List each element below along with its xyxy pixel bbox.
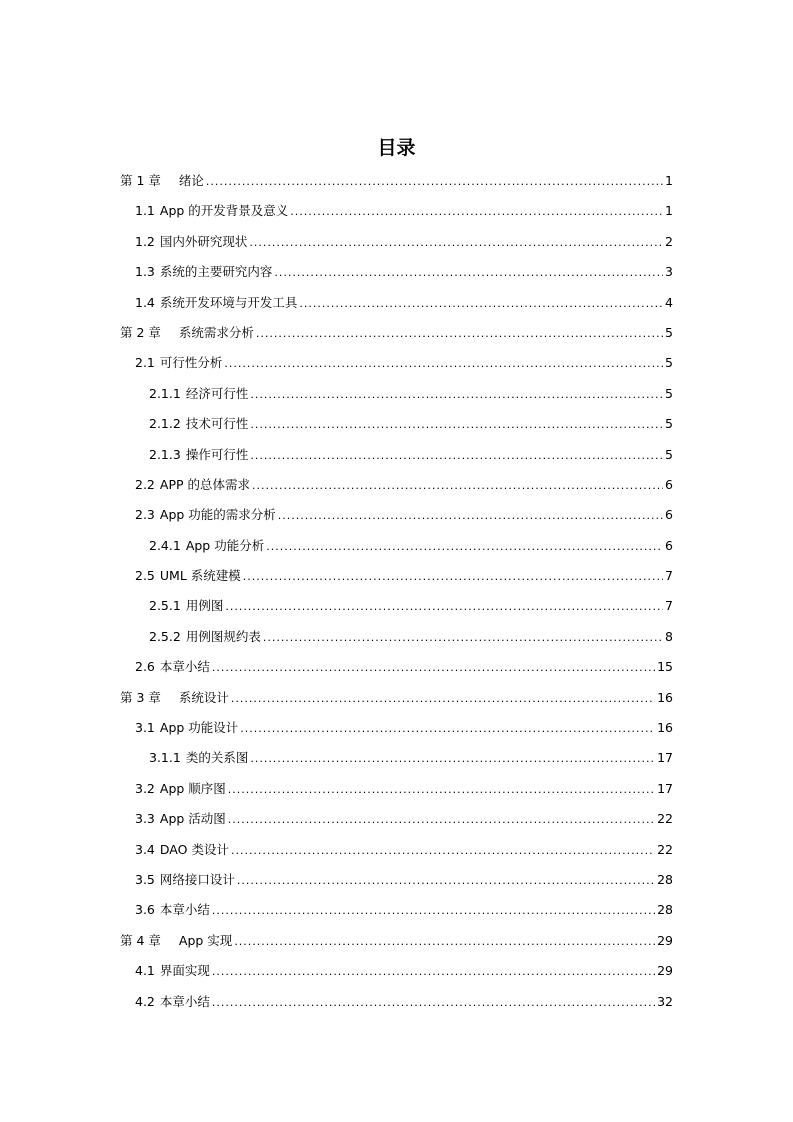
toc-entry-title: 技术可行性	[185, 416, 249, 432]
toc-dot-leader	[250, 384, 663, 406]
toc-dot-leader	[212, 961, 655, 983]
toc-page-number: 28	[657, 902, 673, 918]
toc-page-number: 6	[665, 537, 673, 553]
toc-entry-number: 2.4.1	[149, 537, 181, 553]
toc-section-entry[interactable]	[120, 991, 673, 1021]
toc-title: 目录	[377, 137, 416, 159]
toc-entry-title: UML 系统建模	[159, 568, 241, 584]
toc-entry-title: DAO 类设计	[159, 841, 229, 857]
toc-entry-number: 第 1 章	[120, 173, 161, 188]
toc-subsection-entry[interactable]	[120, 595, 673, 625]
toc-entry-number: 4.1	[135, 963, 155, 979]
toc-entry-number: 3.1	[135, 720, 155, 736]
toc-subsection-entry[interactable]	[120, 626, 673, 656]
toc-entry-number: 2.2	[135, 476, 155, 492]
toc-section-entry[interactable]	[120, 231, 673, 261]
toc-section-entry[interactable]	[120, 960, 673, 990]
toc-dot-leader	[250, 748, 655, 770]
toc-entry-title: 系统开发环境与开发工具	[159, 294, 298, 310]
toc-entry-number: 第 2 章	[120, 324, 161, 340]
toc-section-entry[interactable]	[120, 808, 673, 838]
toc-section-entry[interactable]	[120, 200, 673, 230]
toc-dot-leader	[250, 414, 663, 436]
toc-entry-title: 绪论	[178, 173, 204, 188]
toc-page-number: 1	[665, 173, 673, 188]
toc-entry-number: 1.3	[135, 264, 155, 280]
toc-entry-number: 3.5	[135, 871, 155, 887]
toc-dot-leader	[234, 931, 655, 953]
toc-page-number: 5	[665, 324, 673, 340]
toc-page-number: 7	[665, 568, 673, 584]
toc-dot-leader	[250, 445, 663, 467]
toc-dot-leader	[231, 688, 655, 710]
toc-subsection-entry[interactable]	[120, 383, 673, 413]
toc-entry-title: 本章小结	[159, 993, 210, 1009]
toc-entry-title: App 功能设计	[159, 720, 239, 736]
toc-entry-title: App 顺序图	[159, 780, 226, 796]
toc-page-number: 16	[657, 689, 673, 705]
toc-entry-number: 3.1.1	[149, 750, 181, 766]
toc-entry-title: 经济可行性	[185, 385, 249, 401]
toc-page-number: 29	[657, 963, 673, 979]
toc-entry-number: 1.4	[135, 294, 155, 310]
toc-entry-title: 国内外研究现状	[159, 233, 248, 249]
toc-section-entry[interactable]	[120, 474, 673, 504]
toc-dot-leader	[256, 323, 663, 345]
toc-entry-number: 2.1.2	[149, 416, 181, 432]
toc-entry-title: App 功能分析	[185, 537, 265, 553]
toc-entry-title: App 的开发背景及意义	[159, 203, 289, 219]
toc-page-number: 3	[665, 264, 673, 280]
toc-dot-leader	[231, 840, 655, 862]
toc-section-entry[interactable]	[120, 656, 673, 686]
toc-dot-leader	[212, 900, 655, 922]
toc-entry-title: 本章小结	[159, 902, 210, 918]
toc-entry-title: 操作可行性	[185, 446, 249, 462]
toc-dot-leader	[224, 353, 663, 375]
toc-page-number: 6	[665, 476, 673, 492]
toc-entry-title: 本章小结	[159, 659, 210, 675]
toc-page-number: 16	[657, 720, 673, 736]
toc-page-number: 32	[657, 993, 673, 1009]
toc-entry-number: 3.2	[135, 780, 155, 796]
toc-section-entry[interactable]	[120, 899, 673, 929]
toc-dot-leader	[228, 809, 655, 831]
toc-entry-title: App 活动图	[159, 811, 226, 827]
toc-entry-number: 2.6	[135, 659, 155, 675]
toc-entry-title: 类的关系图	[185, 750, 249, 766]
toc-entry-number: 1.2	[135, 233, 155, 249]
toc-subsection-entry[interactable]	[120, 747, 673, 777]
toc-entry-number: 3.6	[135, 902, 155, 918]
toc-entry-number: 4.2	[135, 993, 155, 1009]
toc-section-entry[interactable]	[120, 778, 673, 808]
toc-entry-number: 2.3	[135, 507, 155, 523]
toc-dot-leader	[212, 992, 655, 1014]
toc-dot-leader	[299, 293, 663, 315]
toc-entry-number: 2.5	[135, 568, 155, 584]
toc-section-entry[interactable]	[120, 869, 673, 899]
toc-section-entry[interactable]	[120, 261, 673, 291]
toc-entry-title: App 实现	[178, 932, 233, 948]
toc-entry-number: 2.5.2	[149, 628, 181, 644]
toc-page-number: 5	[665, 385, 673, 401]
toc-entry-title: 可行性分析	[159, 355, 223, 371]
toc-page-number: 15	[657, 659, 673, 675]
toc-page-number: 5	[665, 355, 673, 371]
toc-dot-leader	[206, 171, 663, 193]
toc-chapter-entry[interactable]	[120, 170, 673, 200]
toc-section-entry[interactable]	[120, 565, 673, 595]
toc-chapter-entry[interactable]	[120, 322, 673, 352]
toc-page-number: 17	[657, 750, 673, 766]
toc-subsection-entry[interactable]	[120, 444, 673, 474]
toc-dot-leader	[228, 779, 655, 801]
toc-dot-leader	[212, 657, 655, 679]
toc-dot-leader	[240, 718, 655, 740]
toc-entry-title: 界面实现	[159, 963, 210, 979]
toc-entry-number: 第 4 章	[120, 932, 161, 948]
toc-section-entry[interactable]	[120, 292, 673, 322]
toc-page-number: 4	[665, 294, 673, 310]
toc-entry-title: 网络接口设计	[159, 871, 235, 887]
toc-section-entry[interactable]	[120, 504, 673, 534]
toc-entry-number: 第 3 章	[120, 689, 161, 705]
toc-chapter-entry[interactable]	[120, 687, 673, 717]
toc-entry-number: 2.1	[135, 355, 155, 371]
toc-entry-title: 系统设计	[178, 689, 229, 705]
toc-list	[120, 170, 673, 1021]
toc-entry-number: 2.1.1	[149, 385, 181, 401]
toc-entry-number: 3.3	[135, 811, 155, 827]
toc-entry-title: APP 的总体需求	[159, 476, 250, 492]
toc-dot-leader	[249, 232, 663, 254]
toc-dot-leader	[266, 536, 663, 558]
toc-page-number: 22	[657, 841, 673, 857]
toc-entry-title: 用例图规约表	[185, 628, 261, 644]
toc-dot-leader	[274, 262, 663, 284]
toc-page-number: 29	[657, 932, 673, 948]
toc-dot-leader	[243, 566, 663, 588]
toc-subsection-entry[interactable]	[120, 413, 673, 443]
toc-page-number: 2	[665, 233, 673, 249]
toc-dot-leader	[252, 475, 663, 497]
toc-page-number: 5	[665, 416, 673, 432]
toc-page-number: 28	[657, 871, 673, 887]
toc-dot-leader	[225, 596, 663, 618]
toc-dot-leader	[263, 627, 663, 649]
toc-entry-title: 系统的主要研究内容	[159, 264, 273, 280]
toc-entry-number: 2.1.3	[149, 446, 181, 462]
toc-entry-number: 1.1	[135, 203, 155, 219]
toc-section-entry[interactable]	[120, 839, 673, 869]
toc-entry-title: 系统需求分析	[178, 324, 254, 340]
toc-entry-number: 2.5.1	[149, 598, 181, 614]
toc-section-entry[interactable]	[120, 717, 673, 747]
toc-chapter-entry[interactable]	[120, 930, 673, 960]
toc-section-entry[interactable]	[120, 352, 673, 382]
toc-entry-number: 3.4	[135, 841, 155, 857]
toc-page-number: 1	[665, 203, 673, 219]
toc-page-number: 17	[657, 780, 673, 796]
toc-page-number: 8	[665, 628, 673, 644]
toc-page-number: 7	[665, 598, 673, 614]
toc-entry-title: 用例图	[185, 598, 224, 614]
toc-page-number: 6	[665, 507, 673, 523]
toc-page-number: 5	[665, 446, 673, 462]
toc-dot-leader	[290, 201, 663, 223]
toc-subsection-entry[interactable]	[120, 535, 673, 565]
toc-dot-leader	[278, 505, 663, 527]
toc-page-number: 22	[657, 811, 673, 827]
toc-dot-leader	[237, 870, 655, 892]
toc-entry-title: App 功能的需求分析	[159, 507, 276, 523]
